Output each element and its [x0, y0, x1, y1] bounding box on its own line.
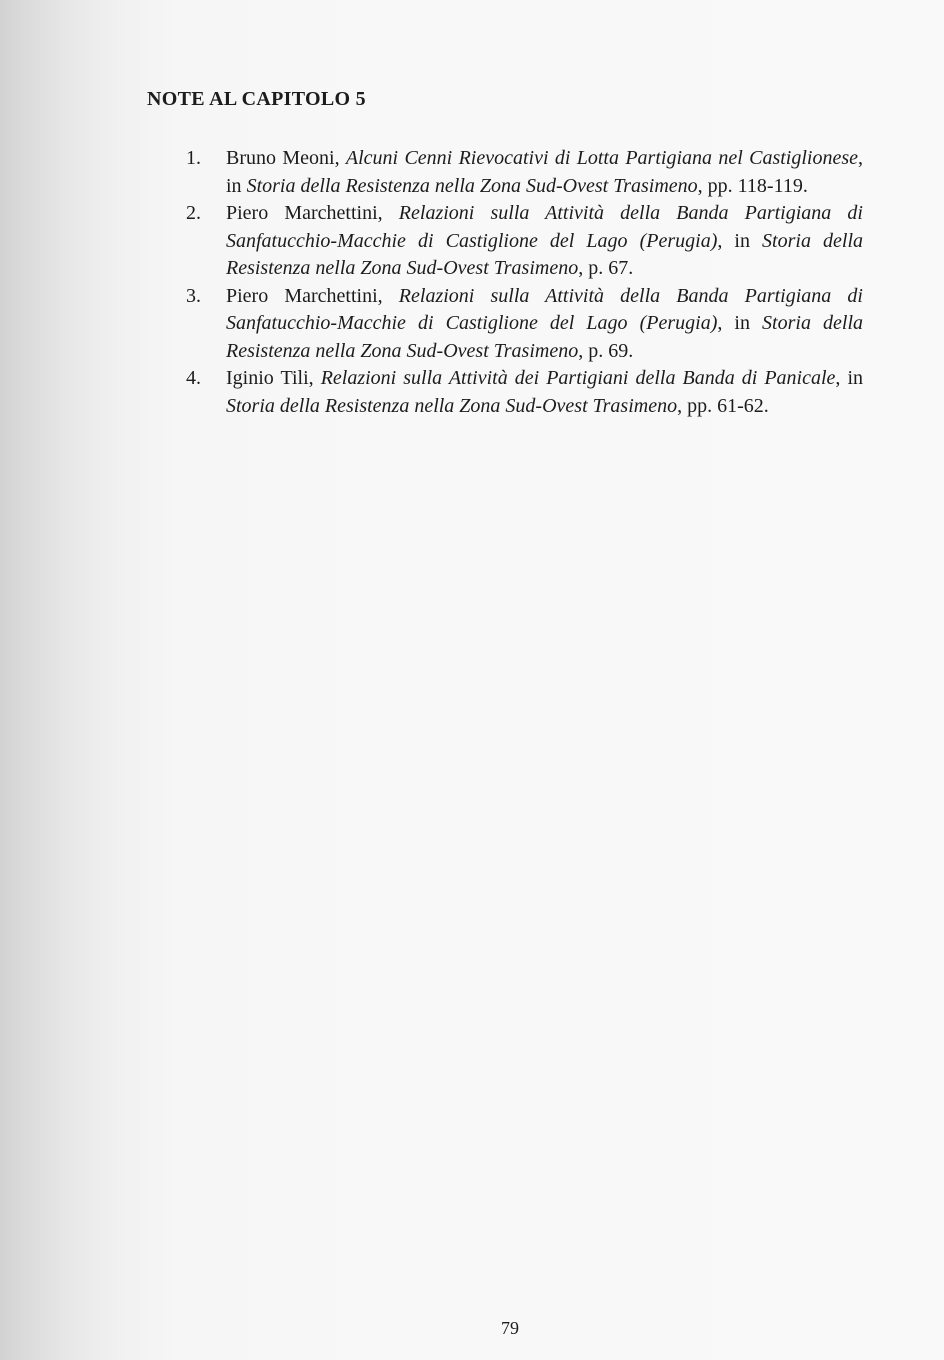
note-item-3	[178, 283, 863, 366]
note-title: Relazioni sulla Attività dei Partigiani della Banda di Panicale	[320, 367, 836, 389]
note-pages: p. 69.	[588, 339, 634, 362]
note-author: Piero Marchettini	[226, 284, 378, 307]
note-text: Piero Marchettini, Relazioni sulla Attività della Banda Partigiana di Sanfatucchio-Macchie di Castiglione del Lago (Perugia), in Storia della Resistenza nella Zona Sud-Ovest Trasimeno, p. 69.	[226, 284, 863, 362]
note-title: Alcuni Cenni Rievocativi di Lotta Partigiana nel Castiglionese	[345, 147, 859, 169]
note-source: Storia della Resistenza nella Zona Sud-Ovest Trasimeno	[246, 174, 698, 197]
note-number: 3.	[186, 284, 201, 307]
note-author: Iginio Tili	[226, 367, 309, 389]
note-item-2	[178, 200, 863, 283]
note-number: 4.	[186, 367, 201, 389]
note-title: Relazioni sulla Attività della Banda Partigiana di Sanfatucchio-Macchie di Castiglione del Lago (Perugia)	[226, 202, 863, 252]
note-source: Storia della Resistenza nella Zona Sud-Ovest Trasimeno	[226, 312, 863, 362]
page-number: 79	[501, 1318, 519, 1338]
note-pages: pp. 61-62.	[687, 394, 769, 417]
note-pages: p. 67.	[588, 257, 634, 279]
note-source: Storia della Resistenza nella Zona Sud-Ovest Trasimeno	[226, 394, 678, 417]
note-author: Bruno Meoni	[226, 147, 335, 169]
notes-list	[178, 145, 863, 420]
note-title: Relazioni sulla Attività della Banda Partigiana di Sanfatucchio-Macchie di Castiglione del Lago (Perugia)	[226, 284, 863, 334]
note-author: Piero Marchettini	[226, 202, 378, 224]
note-item-1	[178, 145, 863, 200]
note-pages: pp. 118-119.	[707, 174, 808, 197]
chapter-notes-heading: NOTE AL CAPITOLO 5	[147, 88, 366, 110]
note-source: Storia della Resistenza nella Zona Sud-Ovest Trasimeno	[226, 229, 863, 279]
note-text: Bruno Meoni, Alcuni Cenni Rievocativi di Lotta Partigiana nel Castiglionese, in Storia della Resistenza nella Zona Sud-Ovest Trasimeno, pp. 118-119.	[226, 147, 864, 197]
note-text: Piero Marchettini, Relazioni sulla Attività della Banda Partigiana di Sanfatucchio-Macchie di Castiglione del Lago (Perugia), in Storia della Resistenza nella Zona Sud-Ovest Trasimeno, p. 67.	[226, 202, 863, 279]
note-text: Iginio Tili, Relazioni sulla Attività dei Partigiani della Banda di Panicale, in Storia della Resistenza nella Zona Sud-Ovest Trasimeno, pp. 61-62.	[226, 367, 864, 417]
note-number: 1.	[186, 147, 201, 169]
note-number: 2.	[186, 202, 201, 224]
note-item-4	[178, 365, 863, 420]
